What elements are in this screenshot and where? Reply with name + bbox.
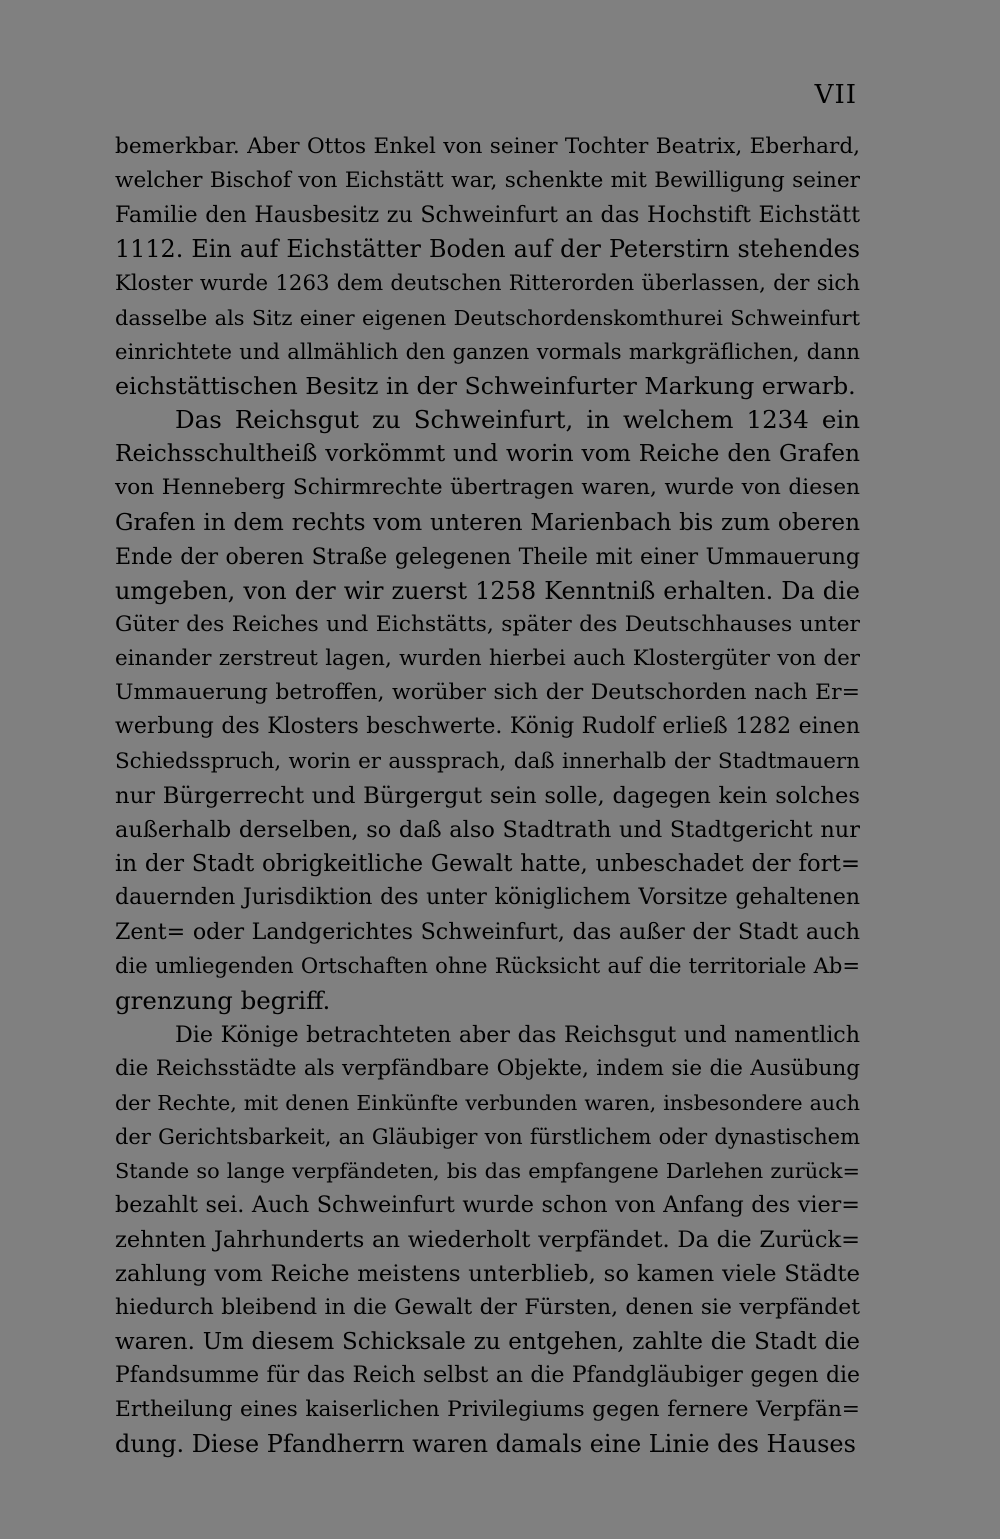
text-line: einander zerstreut lagen, wurden hierbei auch Klostergüter von der bbox=[115, 646, 860, 672]
text-line: Güter des Reiches und Eichstätts, später des Deutschhauses unter bbox=[115, 611, 860, 637]
paragraph bbox=[115, 1018, 860, 1462]
text-line: zahlung vom Reiche meistens unterblieb, so kamen viele Städte bbox=[115, 1260, 860, 1287]
text-line: Das Reichsgut zu Schweinfurt, in welchem 1234 ein bbox=[175, 405, 860, 435]
text-line: die umliegenden Ortschaften ohne Rücksicht auf die territoriale Ab= bbox=[115, 953, 860, 979]
page-number: VII bbox=[814, 80, 857, 110]
text-line: Reichsschultheiß vorkömmt und worin vom Reiche den Grafen bbox=[115, 440, 860, 468]
text-line: eichstättischen Besitz in der Schweinfurter Markung erwarb. bbox=[115, 371, 856, 400]
text-line: der Gerichtsbarkeit, an Gläubiger von fürstlichem oder dynastischem bbox=[115, 1125, 860, 1150]
text-line: Ende der oberen Straße gelegenen Theile mit einer Ummauerung bbox=[115, 543, 860, 570]
text-line: Kloster wurde 1263 dem deutschen Ritterorden überlassen, der sich bbox=[115, 270, 860, 296]
text-line: dauernden Jurisdiktion des unter königlichem Vorsitze gehaltenen bbox=[115, 885, 860, 911]
text-line: bezahlt sei. Auch Schweinfurt wurde schon von Anfang des vier= bbox=[115, 1192, 860, 1219]
paragraph bbox=[115, 403, 860, 1018]
text-line: Schiedsspruch, worin er aussprach, daß innerhalb der Stadtmauern bbox=[115, 748, 860, 774]
text-line: umgeben, von der wir zuerst 1258 Kenntniß erhalten. Da die bbox=[115, 576, 860, 605]
text-line: dung. Diese Pfandherrn waren damals eine Linie des Hauses bbox=[115, 1430, 856, 1459]
paragraph bbox=[115, 130, 860, 403]
text-line: zehnten Jahrhunderts an wiederholt verpfändet. Da die Zurück= bbox=[115, 1226, 860, 1253]
text-line: hiedurch bleibend in die Gewalt der Fürsten, denen sie verpfändet bbox=[115, 1294, 860, 1320]
text-line: welcher Bischof von Eichstätt war, schenkte mit Bewilligung seiner bbox=[115, 168, 860, 194]
text-line: in der Stadt obrigkeitliche Gewalt hatte, unbeschadet der fort= bbox=[115, 850, 860, 877]
text-line: dasselbe als Sitz einer eigenen Deutschordenskomthurei Schweinfurt bbox=[115, 305, 860, 330]
text-line: der Rechte, mit denen Einkünfte verbunden waren, insbesondere auch bbox=[115, 1090, 860, 1115]
text-line: Ummauerung betroffen, worüber sich der Deutschorden nach Er= bbox=[115, 680, 860, 706]
text-line: bemerkbar. Aber Ottos Enkel von seiner Tochter Beatrix, Eberhard, bbox=[115, 134, 860, 159]
text-line: Stande so lange verpfändeten, bis das empfangene Darlehen zurück= bbox=[115, 1159, 860, 1184]
text-line: nur Bürgerrecht und Bürgergut sein solle, dagegen kein solches bbox=[115, 782, 860, 809]
text-line: von Henneberg Schirmrechte übertragen waren, wurde von diesen bbox=[115, 475, 860, 501]
text-line: 1112. Ein auf Eichstätter Boden auf der Peterstirn stehendes bbox=[115, 235, 860, 264]
text-line: werbung des Klosters beschwerte. König Rudolf erließ 1282 einen bbox=[115, 714, 860, 740]
text-line: grenzung begriff. bbox=[115, 985, 331, 1015]
text-line: waren. Um diesem Schicksale zu entgehen, zahlte die Stadt die bbox=[115, 1328, 860, 1355]
text-line: Zent= oder Landgerichtes Schweinfurt, das außer der Stadt auch bbox=[115, 919, 860, 946]
text-line: außerhalb derselben, so daß also Stadtrath und Stadtgericht nur bbox=[115, 816, 860, 843]
text-line: einrichtete und allmählich den ganzen vormals markgräflichen, dann bbox=[115, 338, 860, 364]
text-line: Ertheilung eines kaiserlichen Privilegiums gegen fernere Verpfän= bbox=[115, 1397, 860, 1423]
text-line: Pfandsumme für das Reich selbst an die Pfandgläubiger gegen die bbox=[115, 1363, 860, 1389]
text-line: Grafen in dem rechts vom unteren Marienbach bis zum oberen bbox=[115, 509, 860, 536]
body-text bbox=[115, 130, 860, 1461]
text-line: die Reichsstädte als verpfändbare Objekte, indem sie die Ausübung bbox=[115, 1055, 860, 1081]
text-line: Die Könige betrachteten aber das Reichsgut und namentlich bbox=[175, 1021, 860, 1048]
text-line: Familie den Hausbesitz zu Schweinfurt an das Hochstift Eichstätt bbox=[115, 202, 860, 229]
